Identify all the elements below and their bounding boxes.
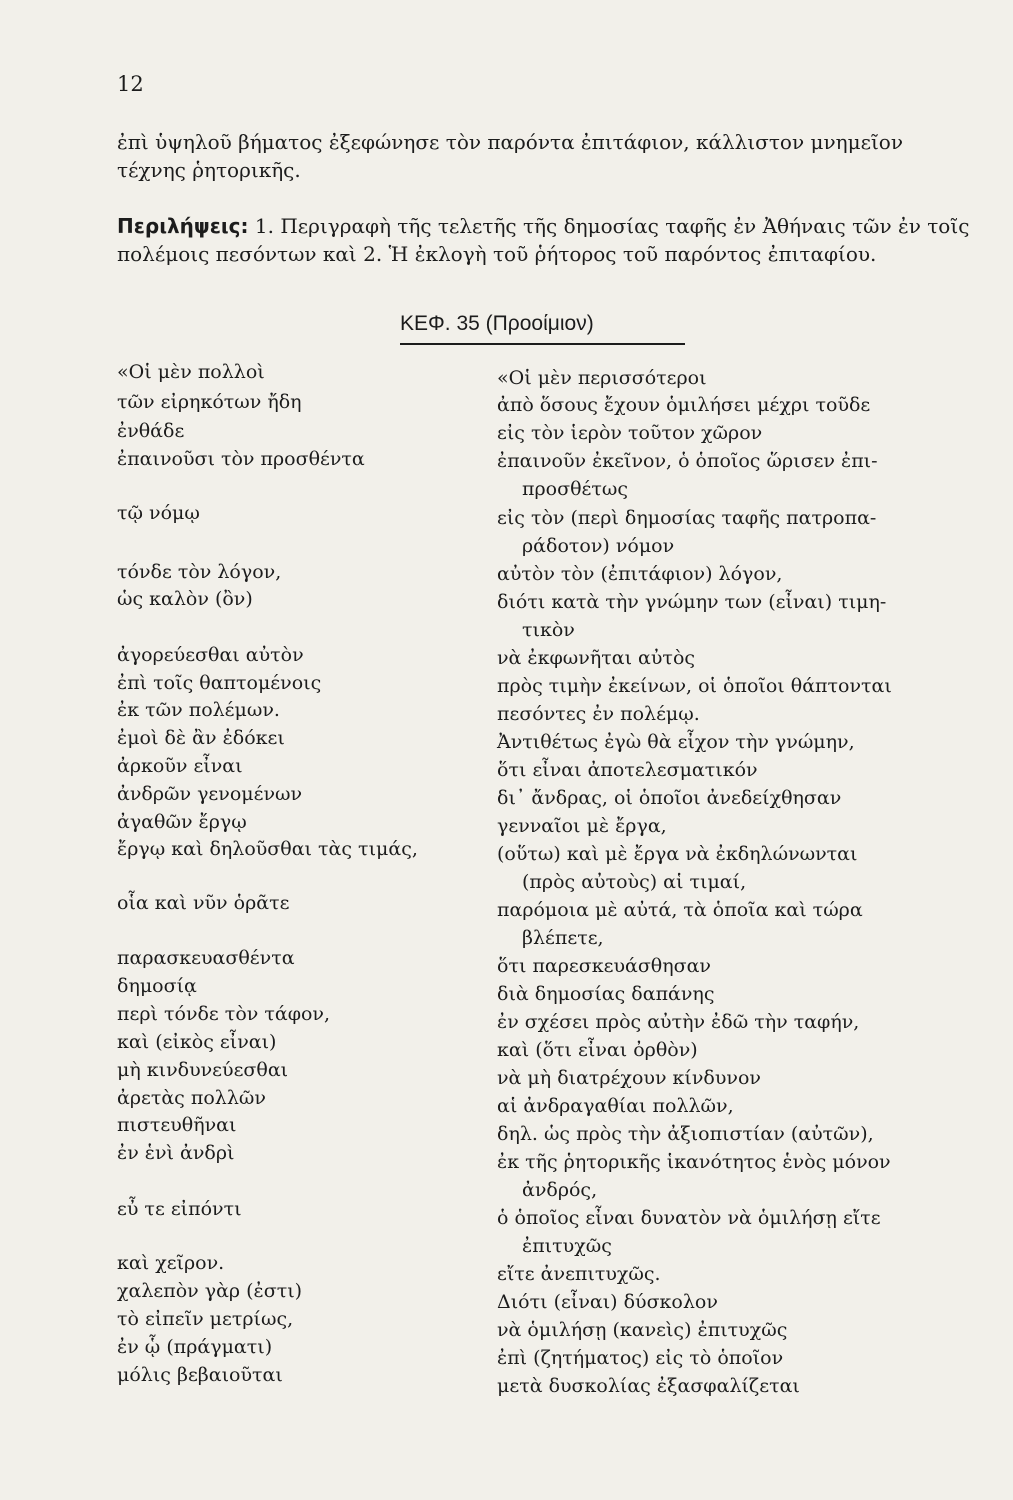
translation-line: «Οἱ μὲν περισσότεροι [497, 367, 707, 389]
original-line: τῶν εἰρηκότων ἤδη [117, 391, 302, 413]
translation-line: (οὕτω) καὶ μὲ ἔργα νὰ ἐκδηλώνωνται [497, 843, 858, 865]
original-line: ἐν ἑνὶ ἀνδρὶ [117, 1142, 235, 1164]
translation-line: νὰ ὁμιλήσῃ (κανεὶς) ἐπιτυχῶς [497, 1319, 788, 1341]
translation-line: ἐκ τῆς ῥητορικῆς ἱκανότητος ἑνὸς μόνον [497, 1151, 891, 1173]
translation-line: (πρὸς αὐτοὺς) αἱ τιμαί, [522, 871, 747, 893]
translation-line: εἰς τὸν ἱερὸν τοῦτον χῶρον [497, 422, 763, 444]
original-line: καὶ (εἰκὸς εἶναι) [117, 1031, 277, 1053]
original-line: εὖ τε εἰπόντι [117, 1198, 242, 1220]
translation-line: εἰς τὸν (περὶ δημοσίας ταφῆς πατροπα- [497, 507, 877, 529]
summary-text: 1. Περιγραφὴ τῆς τελετῆς τῆς δημοσίας ταφῆς ἐν Ἀθήναις τῶν ἐν τοῖς πολέμοις πεσόντων καὶ 2. Ἡ ἐκλογὴ τοῦ ῥήτορος τοῦ παρόντος ἐπιταφίου. [117, 214, 970, 266]
original-line: ἐκ τῶν πολέμων. [117, 699, 280, 721]
original-line: ἐπὶ τοῖς θαπτομένοις [117, 672, 322, 694]
translation-line: ράδοτον) νόμον [522, 535, 675, 557]
translation-line: εἴτε ἀνεπιτυχῶς. [497, 1263, 661, 1285]
translation-line: προσθέτως [522, 478, 628, 500]
original-line: ἀνδρῶν γενομένων [117, 783, 303, 805]
translation-line: Ἀντιθέτως ἐγὼ θὰ εἶχον τὴν γνώμην, [497, 731, 855, 753]
translation-line: ἐν σχέσει πρὸς αὐτὴν ἐδῶ τὴν ταφήν, [497, 1011, 860, 1033]
original-line: μόλις βεβαιοῦται [117, 1364, 283, 1386]
translation-line: τικὸν [522, 619, 575, 641]
original-line: τόνδε τὸν λόγον, [117, 561, 282, 583]
translation-line: ἐπιτυχῶς [522, 1235, 612, 1257]
translation-line: ἀπὸ ὅσους ἔχουν ὁμιλήσει μέχρι τοῦδε [497, 394, 871, 416]
translation-line: πεσόντες ἐν πολέμῳ. [497, 703, 700, 725]
original-line: καὶ χεῖρον. [117, 1252, 225, 1274]
translation-line: ὅτι εἶναι ἀποτελεσματικόν [497, 759, 758, 781]
summary-label: Περιλήψεις: [117, 214, 249, 238]
original-line: ἀγαθῶν ἔργῳ [117, 811, 247, 833]
translation-line: μετὰ δυσκολίας ἐξασφαλίζεται [497, 1375, 800, 1397]
translation-line: ἐπαινοῦν ἐκεῖνον, ὁ ὁποῖος ὥρισεν ἐπι- [497, 450, 878, 472]
original-line: τὸ εἰπεῖν μετρίως, [117, 1308, 294, 1330]
translation-line: δι᾽ ἄνδρας, οἱ ὁποῖοι ἀνεδείχθησαν [497, 787, 842, 809]
original-line: ὡς καλὸν (ὂν) [117, 588, 253, 610]
translation-line: διὰ δημοσίας δαπάνης [497, 983, 715, 1005]
original-line: περὶ τόνδε τὸν τάφον, [117, 1003, 331, 1025]
translation-line: δηλ. ὡς πρὸς τὴν ἀξιοπιστίαν (αὐτῶν), [497, 1123, 874, 1145]
original-line: ἀγορεύεσθαι αὐτὸν [117, 644, 304, 666]
translation-line: βλέπετε, [522, 927, 604, 949]
original-line: μὴ κινδυνεύεσθαι [117, 1059, 289, 1081]
translation-line: νὰ ἐκφωνῆται αὐτὸς [497, 647, 696, 669]
translation-line: πρὸς τιμὴν ἐκείνων, οἱ ὁποῖοι θάπτονται [497, 675, 892, 697]
original-line: παρασκευασθέντα [117, 947, 295, 969]
translation-line: ὅτι παρεσκευάσθησαν [497, 955, 711, 977]
chapter-heading: ΚΕΦ. 35 (Προοίμιον) [400, 312, 594, 335]
translation-line: καὶ (ὅτι εἶναι ὀρθὸν) [497, 1039, 698, 1061]
translation-line: διότι κατὰ τὴν γνώμην των (εἶναι) τιμη- [497, 591, 887, 613]
original-line: πιστευθῆναι [117, 1114, 237, 1136]
translation-line: ἀνδρός, [522, 1179, 598, 1201]
original-line: ἐπαινοῦσι τὸν προσθέντα [117, 448, 365, 470]
original-line: ἐν ᾧ (πράγματι) [117, 1336, 273, 1358]
translation-line: Διότι (εἶναι) δύσκολον [497, 1291, 718, 1313]
original-line: δημοσίᾳ [117, 975, 197, 997]
chapter-underline [400, 343, 685, 345]
original-line: οἷα καὶ νῦν ὁρᾶτε [117, 892, 290, 914]
translation-line: αἱ ἀνδραγαθίαι πολλῶν, [497, 1095, 734, 1117]
original-line: ἀρετὰς πολλῶν [117, 1087, 266, 1109]
summary-paragraph [117, 212, 972, 268]
original-line: ἐμοὶ δὲ ἂν ἐδόκει [117, 727, 285, 749]
original-line: χαλεπὸν γὰρ (ἐστι) [117, 1280, 303, 1302]
original-line: ἔργῳ καὶ δηλοῦσθαι τὰς τιμάς, [117, 838, 418, 860]
page-number: 12 [117, 72, 144, 96]
translation-line: ἐπὶ (ζητήματος) εἰς τὸ ὁποῖον [497, 1347, 784, 1369]
translation-line: ὁ ὁποῖος εἶναι δυνατὸν νὰ ὁμιλήσῃ εἴτε [497, 1207, 881, 1229]
intro-paragraph: ἐπὶ ὑψηλοῦ βήματος ἐξεφώνησε τὸν παρόντα ἐπιτάφιον, κάλλιστον μνημεῖον τέχνης ῥητορικῆς. [117, 130, 903, 182]
original-line: ἐνθάδε [117, 420, 185, 442]
translation-line: αὐτὸν τὸν (ἐπιτάφιον) λόγον, [497, 563, 783, 585]
original-line: τῷ νόμῳ [117, 502, 200, 524]
original-line: «Οἱ μὲν πολλοὶ [117, 361, 265, 383]
translation-line: γενναῖοι μὲ ἔργα, [497, 815, 667, 837]
translation-line: παρόμοια μὲ αὐτά, τὰ ὁποῖα καὶ τώρα [497, 899, 863, 921]
original-line: ἀρκοῦν εἶναι [117, 755, 243, 777]
translation-line: νὰ μὴ διατρέχουν κίνδυνον [497, 1067, 761, 1089]
